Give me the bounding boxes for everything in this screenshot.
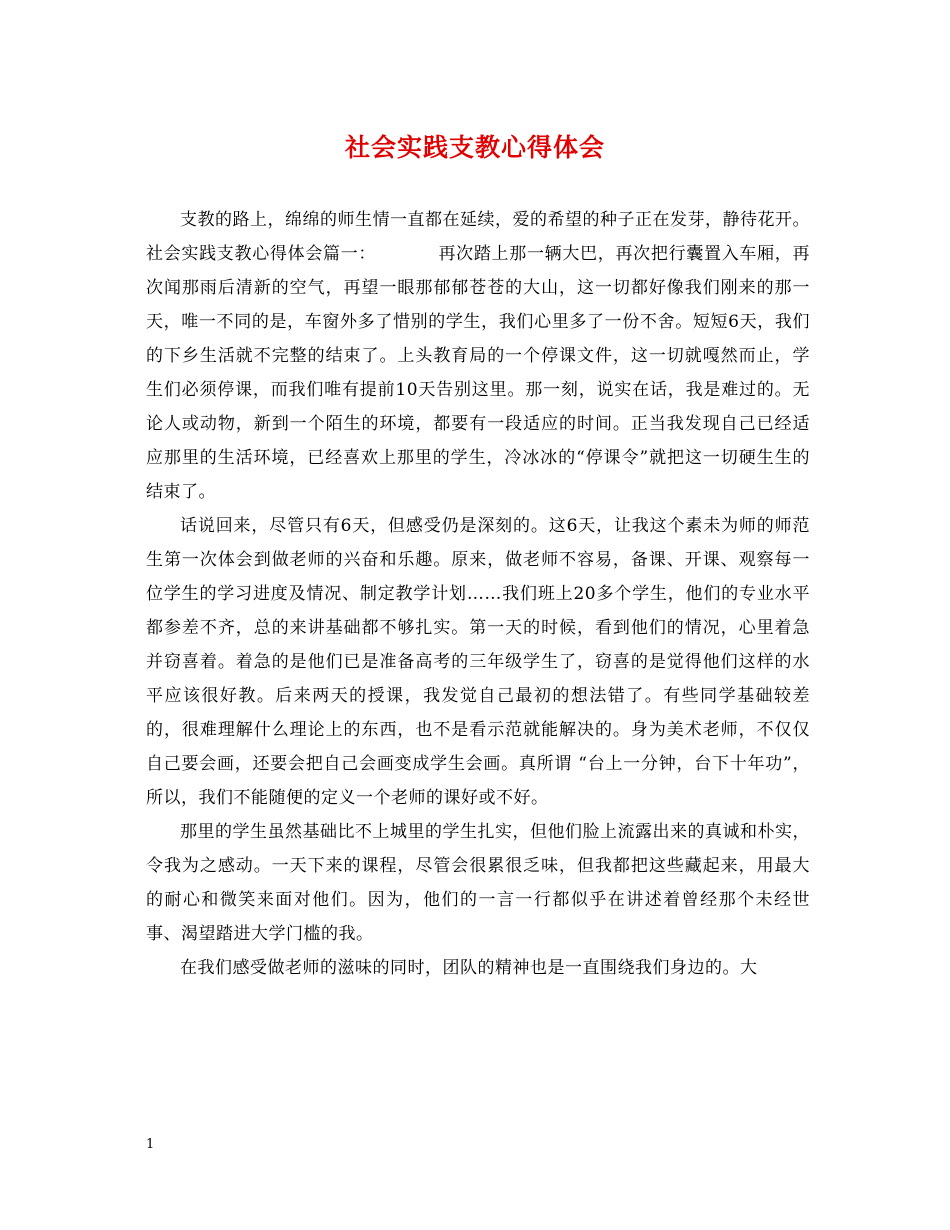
paragraph-intro: 支教的路上，绵绵的师生情一直都在延续，爱的希望的种子正在发芽，静待花开。 (180, 210, 810, 230)
page-number: 1 (146, 1137, 155, 1152)
paragraph-reflection: 话说回来，尽管只有6天，但感受仍是深刻的。这6天，让我这个素未为师的师范生第一次体会到做老师的兴奋和乐趣。原来，做老师不容易，备课、开课、观察每一位学生的学习进度及情况、制定教学计划……我们班上20多个学生，他们的专业水平都参差不齐，总的来讲基础都不够扎实。第一天的时候，看到他们的情况，心里着急并窃喜着。着急的是他们已是准备高考的三年级学生了，窃喜的是觉得他们这样的水平应该很好教。后来两天的授课，我发觉自己最初的想法错了。有些同学基础较差的，很难理解什么理论上的东西，也不是看示范就能解决的。身为美术老师，不仅仅自己要会画，还要会把自己会画变成学生会画。真所谓 “台上一分钟，台下十年功”，所以，我们不能随便的定义一个老师的课好或不好。 (146, 516, 810, 808)
paragraph-part-one: 社会实践支教心得体会篇一： 再次踏上那一辆大巴，再次把行囊置入车厢，再次闻那雨后清新的空气，再望一眼那郁郁苍苍的大山，这一切都好像我们刚来的那一天，唯一不同的是，车窗外多了惜别的学生，我们心里多了一份不舍。短短6天，我们的下乡生活就不完整的结束了。上头教育局的一个停课文件，这一切就嘎然而止，学生们必须停课，而我们唯有提前10天告别这里。那一刻，说实在话，我是难过的。无论人或动物，新到一个陌生的环境，都要有一段适应的时间。正当我发现自己已经适应那里的生活环境，已经喜欢上那里的学生，冷冰冰的“停课令”就把这一切硬生生的结束了。 (146, 244, 810, 502)
document-title: 社会实践支教心得体会 (344, 133, 605, 162)
paragraph-team: 在我们感受做老师的滋味的同时，团队的精神也是一直围绕我们身边的。大 (180, 958, 758, 978)
document-body (146, 203, 810, 985)
paragraph-students: 那里的学生虽然基础比不上城里的学生扎实，但他们脸上流露出来的真诚和朴实，令我为之感动。一天下来的课程，尽管会很累很乏味，但我都把这些藏起来，用最大的耐心和微笑来面对他们。因为，他们的一言一行都似乎在讲述着曾经那个未经世事、渴望踏进大学门槛的我。 (146, 822, 810, 944)
